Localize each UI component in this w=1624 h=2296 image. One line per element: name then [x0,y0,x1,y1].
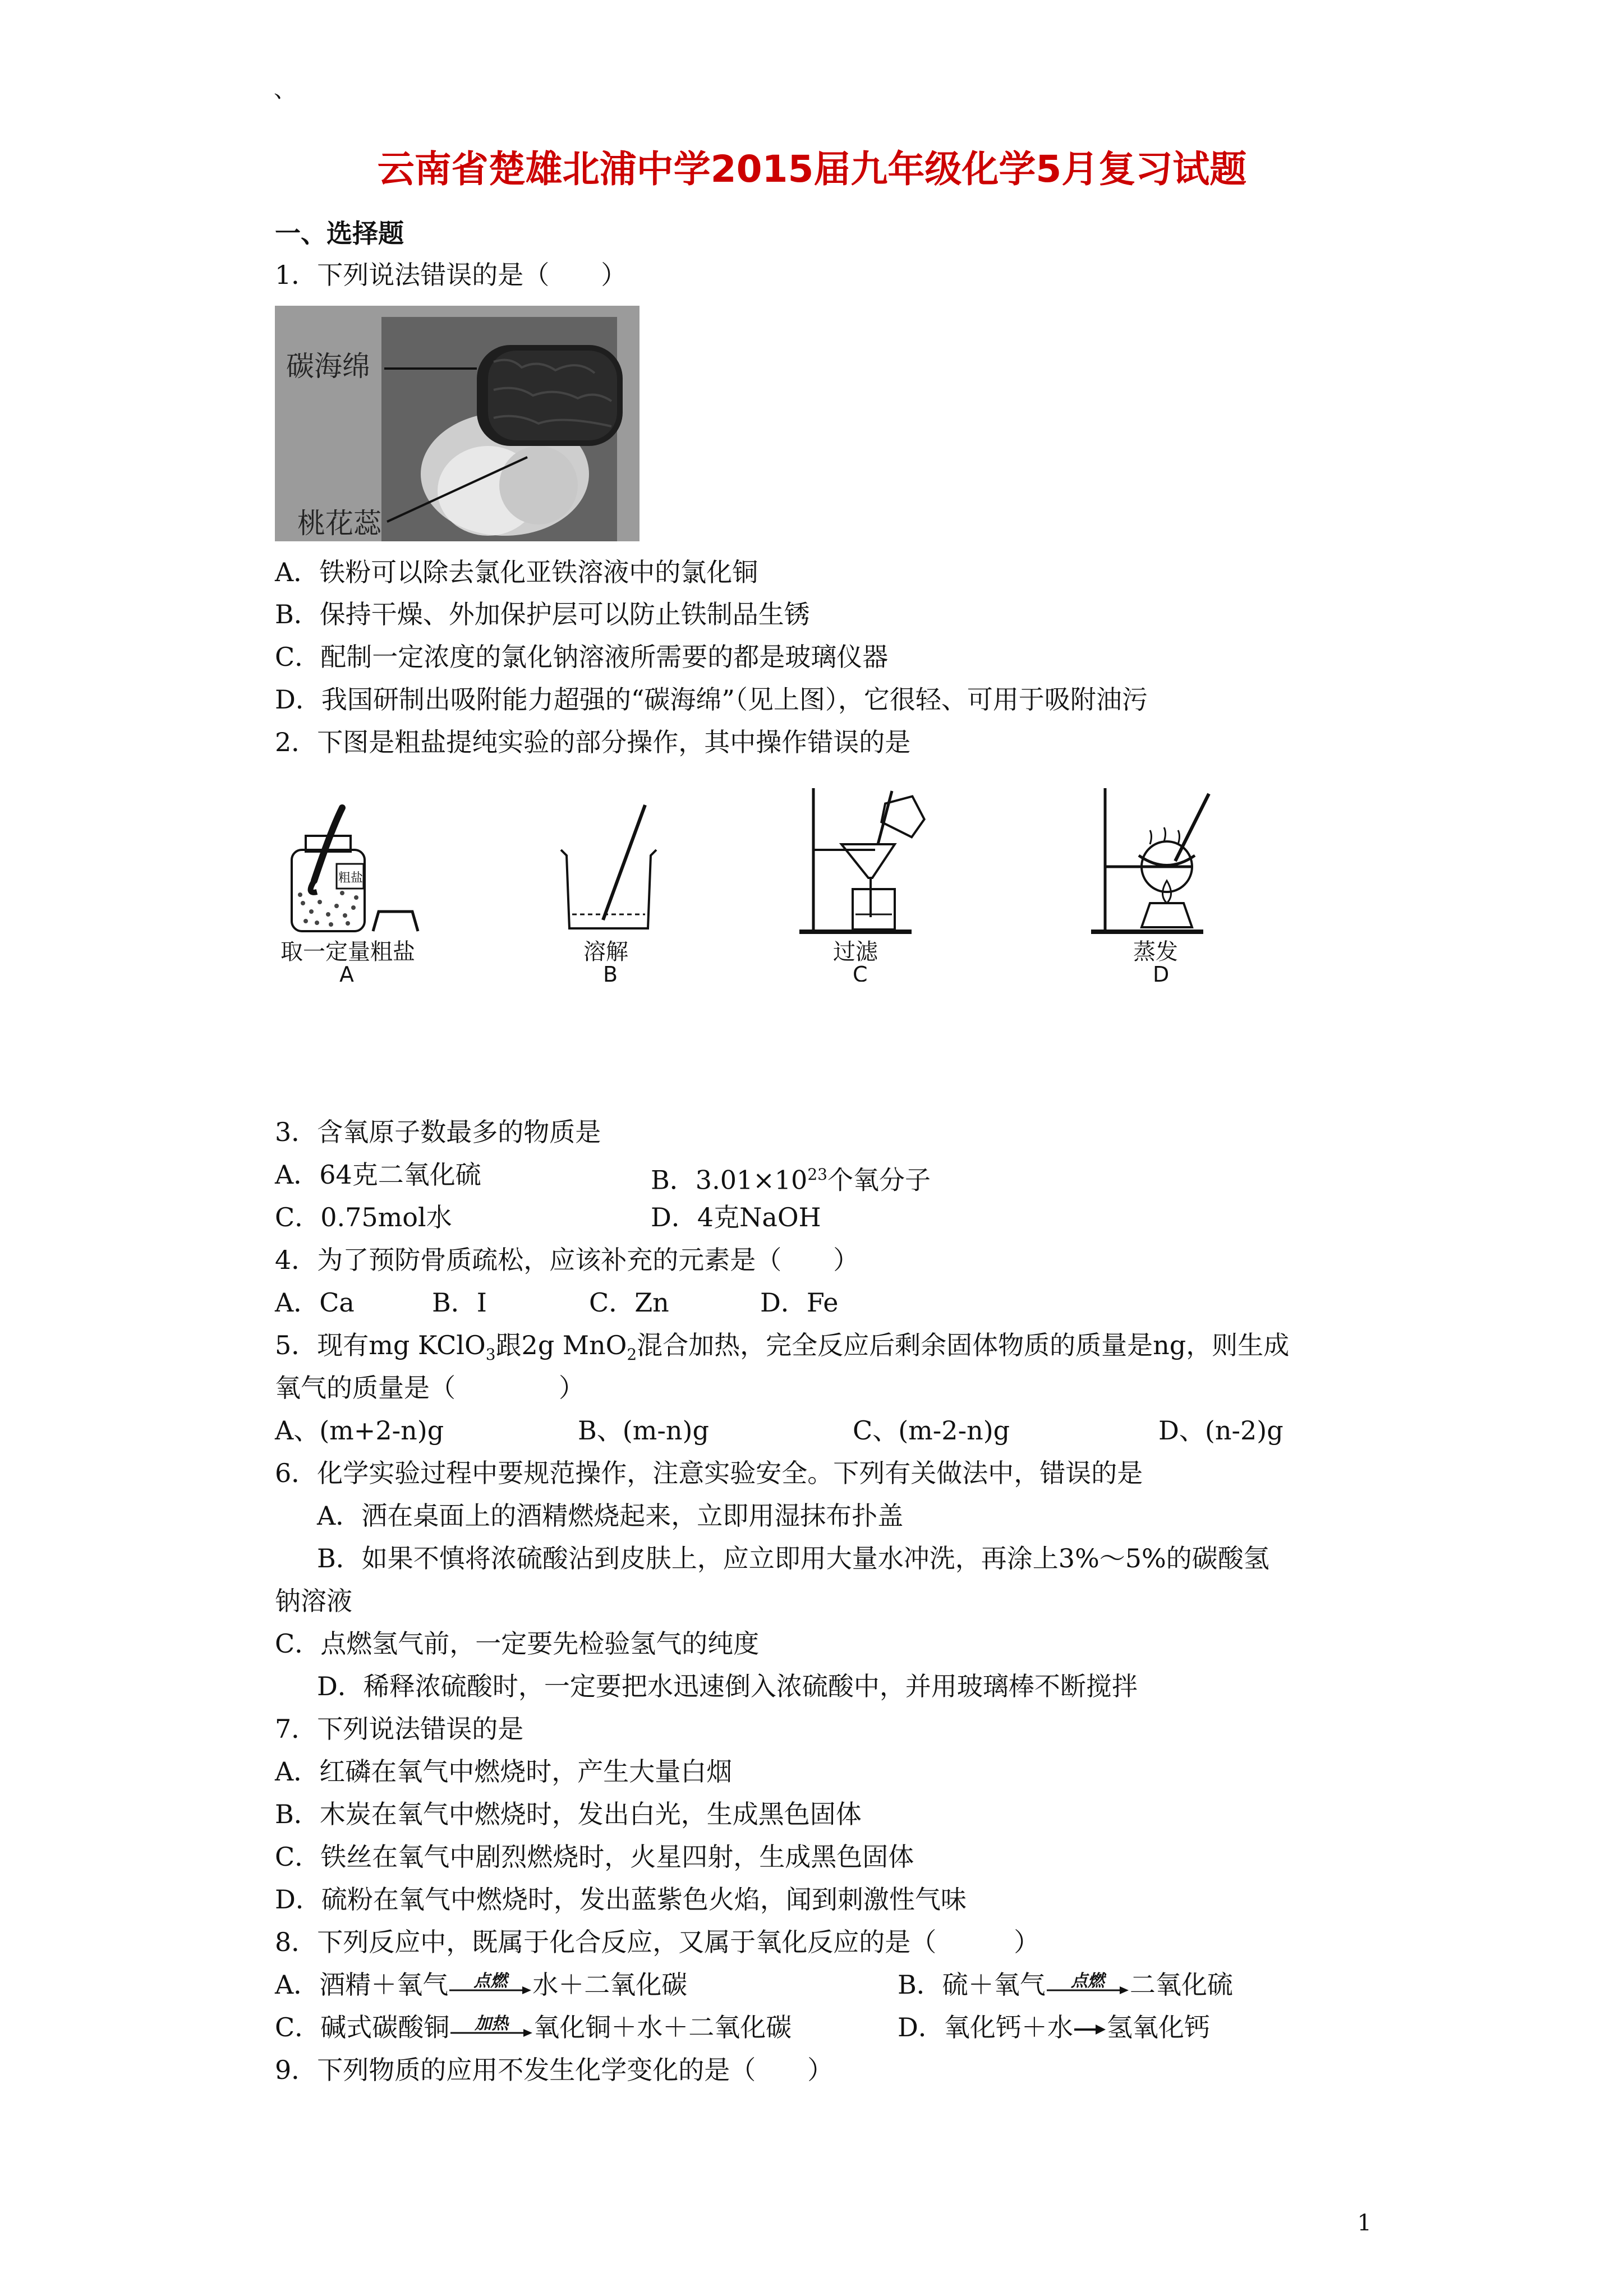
q7-option-c: C．铁丝在氧气中剧烈燃烧时，火星四射，生成黑色固体 [275,1842,914,1872]
q5-text-b: 跟2g MnO [495,1330,627,1360]
top-mark: 、 [274,77,296,103]
q5-sub-1: 3 [485,1345,496,1364]
q5-stem-line2: 氧气的质量是（ ） [275,1373,585,1403]
q3-b-text: B．3.01×10 [651,1165,808,1195]
fig-evaporate [1088,783,1234,982]
q8-b-condition: 点燃 [1070,1971,1105,1991]
q7-stem: 7．下列说法错误的是 [275,1714,524,1744]
page-title: 云南省楚雄北浦中学2015届九年级化学5月复习试题 [377,148,1247,191]
q6-option-c: C．点燃氢气前，一定要先检验氢气的纯度 [275,1628,760,1659]
q7-option-d: D．硫粉在氧气中燃烧时，发出蓝紫色火焰，闻到刺激性气味 [275,1884,967,1915]
fig-dissolve [550,797,679,982]
q6-option-b-line2: 钠溶液 [275,1586,352,1616]
q8-c-arrow [449,2014,533,2042]
q8-option-b [898,1969,1233,2000]
q5-option-b: B、(m-n)g [578,1415,709,1446]
q3-option-a: A．64克二氧化硫 [275,1159,481,1190]
q1-option-d: D．我国研制出吸附能力超强的“碳海绵”（见上图），它很轻、可用于吸附油污 [275,684,1148,715]
section-heading: 一、选择题 [275,218,404,249]
q5-option-c: C、(m-2-n)g [853,1415,1010,1446]
fig-b-caption: 溶解 [583,939,628,965]
fig-a-letter: A [339,962,354,982]
q1-option-b: B．保持干燥、外加保护层可以防止铁制品生锈 [275,599,810,629]
q3-option-d: D．4克NaOH [651,1202,821,1232]
q8-a-products: 水＋二氧化碳 [532,1970,688,2000]
q4-option-a: A．Ca [275,1287,355,1318]
q5-stem-line1 [275,1329,1289,1370]
q6-stem: 6．化学实验过程中要规范操作，注意实验安全。下列有关做法中，错误的是 [275,1458,1143,1488]
q8-b-reactants: B．硫＋氧气 [898,1970,1046,2000]
q5-sub-2: 2 [627,1345,637,1364]
q3-stem: 3．含氧原子数最多的物质是 [275,1117,601,1147]
q8-option-d [898,2012,1210,2043]
q6-option-b-line1: B．如果不慎将浓硫酸沾到皮肤上，应立即用大量水冲洗，再涂上3%～5%的碳酸氢 [317,1543,1269,1573]
fig-filter [797,783,931,982]
q8-c-condition: 加热 [475,2014,509,2033]
q8-option-c [275,2012,792,2043]
fig-b-letter: B [603,962,618,982]
q8-d-arrow-icon [1073,2023,1107,2036]
fig-c-caption: 过滤 [833,939,878,965]
q3-option-b [651,1159,931,1195]
q1-stem: 1．下列说法错误的是（ ） [275,260,627,290]
q5-text-a: 5．现有mg KClO [275,1330,486,1360]
carbon-sponge-photo [275,306,640,541]
q1-option-a: A．铁粉可以除去氯化亚铁溶液中的氯化铜 [275,557,758,587]
q8-d-products: 氢氧化钙 [1106,2012,1210,2042]
fig-take-salt [275,797,432,982]
fig-c-letter: C [853,962,868,982]
q5-text-c: 混合加热，完全反应后剩余固体物质的质量是ng，则生成 [637,1330,1290,1360]
q9-stem: 9．下列物质的应用不发生化学变化的是（ ） [275,2055,834,2085]
photo-label-sponge: 碳海绵 [286,350,370,383]
q1-option-c: C．配制一定浓度的氯化钠溶液所需要的都是玻璃仪器 [275,642,889,672]
fig-d-letter: D [1153,962,1170,982]
q6-option-a: A．洒在桌面上的酒精燃烧起来，立即用湿抹布扑盖 [317,1501,904,1531]
q4-option-d: D．Fe [760,1287,839,1318]
q8-b-arrow [1046,1971,1130,1999]
q4-option-c: C．Zn [589,1287,669,1318]
photo-label-flower: 桃花蕊 [297,507,381,540]
q7-option-a: A．红磷在氧气中燃烧时，产生大量白烟 [275,1756,733,1787]
q5-option-a: A、(m+2-n)g [275,1415,444,1446]
q8-c-reactants: C．碱式碳酸铜 [275,2012,450,2042]
q4-stem: 4．为了预防骨质疏松，应该补充的元素是（ ） [275,1245,859,1275]
q3-b-unit: 个氧分子 [827,1165,931,1195]
q5-option-d: D、(n-2)g [1158,1415,1283,1446]
jar-label: 粗盐 [338,871,364,885]
q8-option-a [275,1969,687,2000]
page-number: 1 [1357,2210,1372,2236]
q8-a-arrow [448,1971,532,1999]
q8-a-reactants: A．酒精＋氧气 [275,1970,449,2000]
fig-d-caption: 蒸发 [1133,939,1178,965]
q3-b-exponent: 23 [807,1165,827,1184]
q8-stem: 8．下列反应中，既属于化合反应，又属于氧化反应的是（ ） [275,1927,1040,1957]
q8-a-condition: 点燃 [473,1971,508,1991]
q4-option-b: B．I [432,1287,487,1318]
q3-option-c: C．0.75mol水 [275,1202,452,1232]
q2-stem: 2．下图是粗盐提纯实验的部分操作，其中操作错误的是 [275,727,911,757]
q8-b-products: 二氧化硫 [1129,1970,1233,2000]
q6-option-d: D．稀释浓硫酸时，一定要把水迅速倒入浓硫酸中，并用玻璃棒不断搅拌 [317,1671,1138,1701]
q8-c-products: 氧化铜＋水＋二氧化碳 [533,2012,792,2042]
fig-a-caption: 取一定量粗盐 [280,939,415,965]
q8-d-reactants: D．氧化钙＋水 [898,2012,1073,2042]
q7-option-b: B．木炭在氧气中燃烧时，发出白光，生成黑色固体 [275,1799,862,1829]
